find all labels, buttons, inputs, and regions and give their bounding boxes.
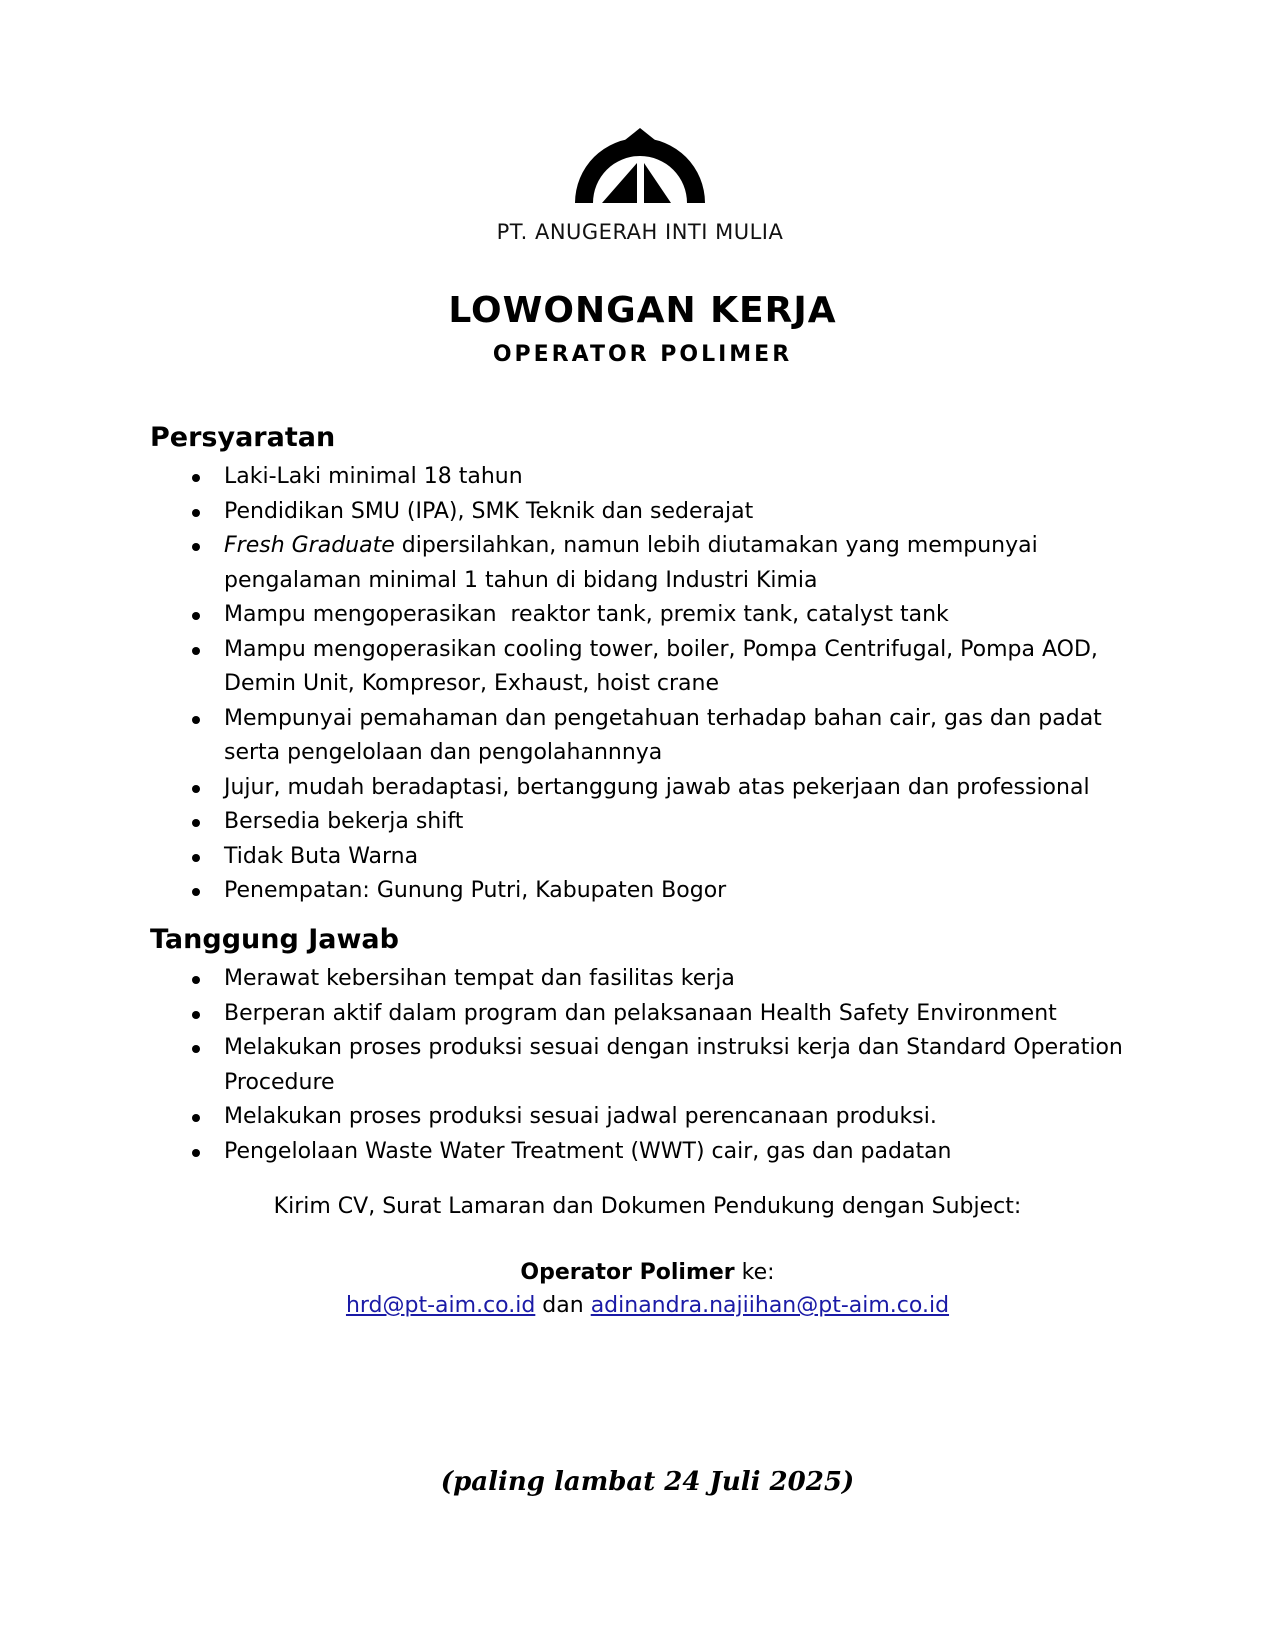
requirements-heading: Persyaratan bbox=[150, 422, 336, 453]
list-item bbox=[180, 1135, 1140, 1170]
list-item bbox=[180, 529, 1140, 598]
list-item-text: Bersedia bekerja shift bbox=[224, 809, 464, 834]
application-subject: Operator Polimer bbox=[520, 1260, 735, 1285]
responsibilities-heading: Tanggung Jawab bbox=[150, 924, 399, 955]
email-link-recruiter[interactable]: adinandra.najiihan@pt-aim.co.id bbox=[590, 1293, 950, 1318]
list-item-text: Tidak Buta Warna bbox=[224, 843, 419, 869]
list-item-text: Laki-Laki minimal 18 tahun bbox=[224, 464, 523, 489]
list-item-emphasis: Fresh Graduate bbox=[224, 533, 395, 558]
list-item-text: Jujur, mudah beradaptasi, bertanggung jawab atas pekerjaan dan professional bbox=[224, 774, 1090, 800]
list-item-text: Pendidikan SMU (IPA), SMK Teknik dan sederajat bbox=[224, 498, 754, 524]
page-title: LOWONGAN KERJA bbox=[448, 290, 837, 331]
list-item bbox=[180, 633, 1140, 702]
list-item bbox=[180, 495, 1140, 530]
list-item-text: Melakukan proses produksi sesuai jadwal perencanaan produksi. bbox=[224, 1104, 937, 1129]
list-item bbox=[180, 460, 1140, 495]
application-deadline: (paling lambat 24 Juli 2025) bbox=[440, 1467, 855, 1497]
company-name: PT. ANUGERAH INTI MULIA bbox=[496, 220, 784, 244]
application-emails bbox=[0, 1293, 1275, 1318]
list-item bbox=[180, 598, 1140, 633]
responsibilities-list bbox=[180, 962, 1140, 1169]
list-item bbox=[180, 874, 1140, 909]
list-item bbox=[180, 997, 1140, 1032]
position-title: OPERATOR POLIMER bbox=[492, 342, 793, 367]
application-instruction: Kirim CV, Surat Lamaran dan Dokumen Pendukung dengan Subject: bbox=[273, 1194, 1022, 1219]
list-item bbox=[180, 702, 1140, 771]
list-item-text: Mampu mengoperasikan reaktor tank, premix tank, catalyst tank bbox=[224, 602, 949, 627]
list-item bbox=[180, 1100, 1140, 1135]
company-logo-icon bbox=[565, 128, 715, 208]
list-item-text: Mampu mengoperasikan cooling tower, boiler, Pompa Centrifugal, Pompa AOD, Demin Unit, Kompresor, Exhaust, hoist crane bbox=[224, 636, 1098, 696]
list-item-text: Melakukan proses produksi sesuai dengan instruksi kerja dan Standard Operation Procedure bbox=[224, 1035, 1123, 1095]
list-item bbox=[180, 771, 1140, 806]
list-item bbox=[180, 805, 1140, 840]
requirements-list bbox=[180, 460, 1140, 909]
list-item bbox=[180, 840, 1140, 875]
list-item bbox=[180, 1031, 1140, 1100]
list-item-text: Mempunyai pemahaman dan pengetahuan terhadap bahan cair, gas dan padat serta pengelolaan dan pengolahannnya bbox=[224, 705, 1102, 765]
email-link-hrd[interactable]: hrd@pt-aim.co.id bbox=[345, 1293, 536, 1318]
list-item-text: dipersilahkan, namun lebih diutamakan yang mempunyai pengalaman minimal 1 tahun di bidang Industri Kimia bbox=[224, 533, 1038, 593]
list-item-text: Merawat kebersihan tempat dan fasilitas kerja bbox=[224, 966, 735, 991]
application-subject-line bbox=[0, 1260, 1275, 1285]
application-subject-suffix: ke: bbox=[734, 1260, 775, 1285]
list-item-text: Berperan aktif dalam program dan pelaksanaan Health Safety Environment bbox=[224, 1000, 1057, 1026]
list-item-text: Pengelolaan Waste Water Treatment (WWT) cair, gas dan padatan bbox=[224, 1138, 952, 1164]
email-conjunction: dan bbox=[535, 1293, 591, 1318]
list-item bbox=[180, 962, 1140, 997]
list-item-text: Penempatan: Gunung Putri, Kabupaten Bogor bbox=[224, 878, 727, 903]
